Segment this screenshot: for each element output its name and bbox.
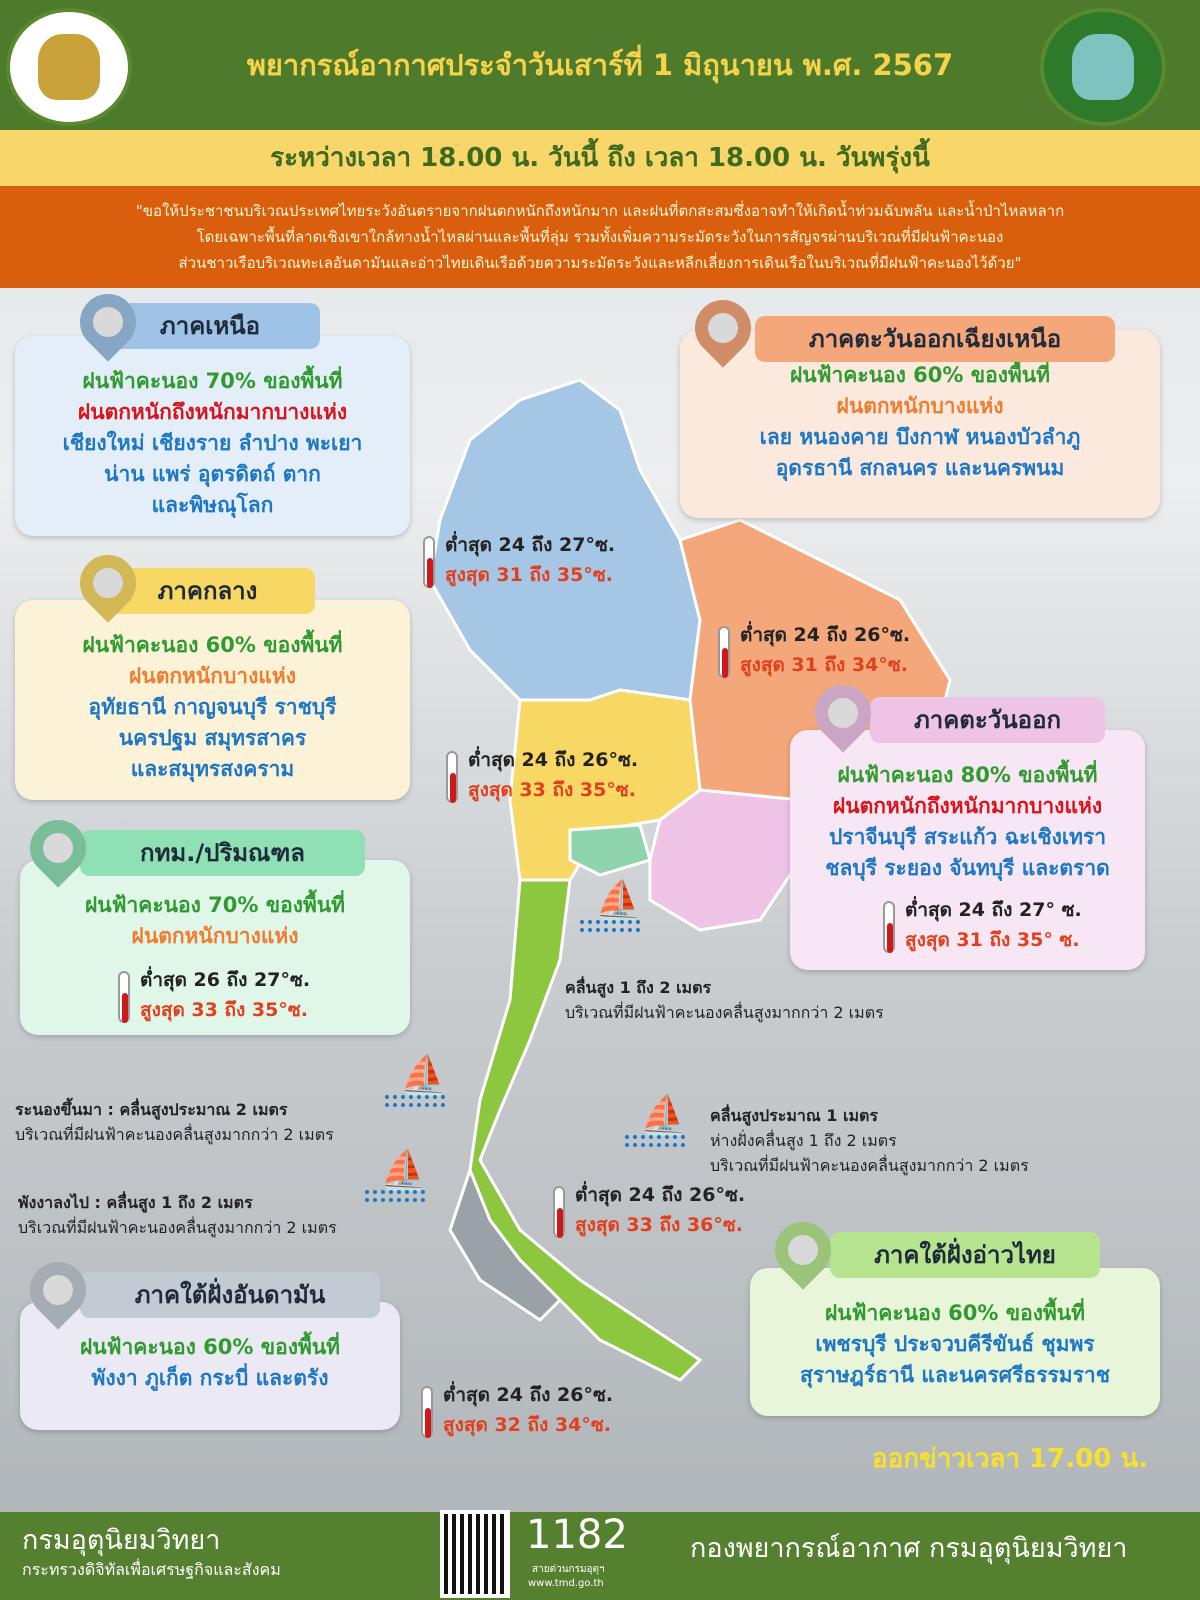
region-temperature [905, 895, 1082, 955]
ministry-logo [6, 8, 132, 126]
page-title: พยากรณ์อากาศประจำวันเสาร์ที่ 1 มิถุนายน พ.ศ. 2567 [246, 48, 954, 82]
bangkok-region [570, 825, 650, 875]
temp-low: ต่ำสุด 26 ถึง 27°ซ. [140, 969, 311, 991]
thermometer-icon [553, 1186, 565, 1238]
thermometer-icon [118, 971, 130, 1023]
wave-note: บริเวณที่มีฝนฟ้าคะนองคลื่นสูงมากกว่า 2 เมตร [15, 1125, 334, 1144]
temp-low: ต่ำสุด 24 ถึง 26°ซ. [443, 1384, 614, 1406]
footer-bar [0, 1512, 1200, 1600]
region-forecast-line: ชลบุรี ระยอง จันทบุรี และตราด [825, 856, 1110, 880]
region-card [20, 1302, 400, 1430]
thermometer-icon [718, 626, 730, 678]
region-title: ภาคกลาง [100, 568, 315, 614]
region-forecast-line: ปราจีนบุรี สระแก้ว ฉะเชิงเทรา [828, 825, 1107, 849]
region-forecast-line: ฝนตกหนักถึงหนักมากบางแห่ง [832, 794, 1103, 818]
region-forecast-line: เชียงใหม่ เชียงราย ลำปาง พะเยา [62, 431, 363, 455]
temp-high: สูงสุด 31 ถึง 35°ซ. [445, 564, 613, 586]
wave-height: พังงาลงไป : คลื่นสูง 1 ถึง 2 เมตร [18, 1193, 253, 1212]
wave-icon [580, 920, 640, 932]
region-title: กทม./ปริมณฑล [80, 830, 365, 876]
website-link[interactable]: www.tmd.go.th [528, 1578, 604, 1589]
warning-line: โดยเฉพาะพื้นที่ลาดเชิงเขาใกล้ทางน้ำไหลผ่านและพื้นที่ลุ่ม รวมทั้งเพิ่มความระมัดระวังในการสัญจรผ่านบริเวณที่มีฝนฟ้าคะนอง [196, 228, 1004, 246]
footer-org: กรมอุตุนิยมวิทยา [22, 1525, 221, 1556]
thermometer-icon [883, 901, 895, 953]
wave-height: คลื่นสูง 1 ถึง 2 เมตร [565, 978, 712, 997]
region-card [750, 1268, 1160, 1416]
region-forecast-line: พังงา ภูเก็ต กระบี่ และตรัง [91, 1366, 329, 1390]
region-title: ภาคตะวันออกเฉียงเหนือ [755, 316, 1115, 362]
region-forecast-line: สุราษฎร์ธานี และนครศรีธรรมราช [800, 1363, 1110, 1387]
region-forecast-line: อุดรธานี สกลนคร และนครพนม [775, 456, 1065, 480]
region-title: ภาคใต้ฝั่งอันดามัน [80, 1272, 380, 1318]
warning-line: ส่วนชาวเรือบริเวณทะเลอันดามันและอ่าวไทยเดินเรือด้วยความระมัดระวังและหลีกเลี่ยงการเดินเรือในบริเวณที่มีฝนฟ้าคะนองไว้ด้วย" [178, 254, 1022, 272]
region-title: ภาคเหนือ [100, 303, 320, 349]
region-forecast-line: ฝนฟ้าคะนอง 60% ของพื้นที่ [789, 363, 1051, 387]
region-forecast-line: ฝนฟ้าคะนอง 60% ของพื้นที่ [82, 633, 343, 657]
wave-icon [385, 1095, 445, 1107]
region-forecast-line: ฝนตกหนักบางแห่ง [131, 924, 299, 948]
boat-icon: ⛵ [640, 1093, 688, 1137]
wave-height: คลื่นสูงประมาณ 1 เมตร [710, 1106, 879, 1125]
temp-high: สูงสุด 32 ถึง 34°ซ. [443, 1414, 611, 1436]
temp-high: สูงสุด 31 ถึง 35° ซ. [905, 929, 1080, 951]
temp-low: ต่ำสุด 24 ถึง 27° ซ. [905, 899, 1082, 921]
region-forecast-line: ฝนฟ้าคะนอง 80% ของพื้นที่ [837, 763, 1098, 787]
forecast-period: ระหว่างเวลา 18.00 น. วันนี้ ถึง เวลา 18.00 น. วันพรุ่งนี้ [0, 130, 1200, 186]
region-forecast-line: น่าน แพร่ อุตรดิตถ์ ตาก [104, 462, 321, 486]
region-temperature [740, 620, 910, 680]
hotline-label: สายด่วนกรมอุตุฯ [532, 1564, 605, 1575]
temp-low: ต่ำสุด 24 ถึง 27°ซ. [445, 534, 616, 556]
boat-icon: ⛵ [400, 1053, 448, 1097]
region-title: ภาคใต้ฝั่งอ่าวไทย [830, 1232, 1100, 1278]
thermometer-icon [421, 1386, 433, 1438]
region-card [15, 600, 410, 800]
region-forecast-line: นครปฐม สมุทรสาคร [118, 726, 307, 750]
hotline-number: 1182 [526, 1512, 628, 1558]
region-temperature [575, 1180, 745, 1240]
wave-height: ระนองขึ้นมา : คลื่นสูงประมาณ 2 เมตร [15, 1100, 288, 1119]
sea-condition [15, 1097, 334, 1147]
temp-high: สูงสุด 33 ถึง 36°ซ. [575, 1214, 743, 1236]
temp-high: สูงสุด 31 ถึง 34°ซ. [740, 654, 908, 676]
warning-line: "ขอให้ประชาชนบริเวณประเทศไทยระวังอันตรายจากฝนตกหนักถึงหนักมาก และฝนที่ตกสะสมซึ่งอาจทำให้เกิดน้ำท่วมฉับพลัน และน้ำป่าไหลหลาก [135, 202, 1065, 220]
issued-time: ออกข่าวเวลา 17.00 น. [872, 1444, 1148, 1474]
temp-low: ต่ำสุด 24 ถึง 26°ซ. [575, 1184, 746, 1206]
wave-note: ห่างฝั่งคลื่นสูง 1 ถึง 2 เมตร [710, 1131, 897, 1150]
region-forecast-line: และพิษณุโลก [151, 493, 274, 517]
region-forecast-line: และสมุทรสงคราม [130, 757, 295, 781]
temp-high: สูงสุด 33 ถึง 35°ซ. [468, 779, 636, 801]
footer-division: กองพยากรณ์อากาศ กรมอุตุนิยมวิทยา [690, 1533, 1128, 1564]
region-temperature [468, 745, 638, 805]
temp-low: ต่ำสุด 24 ถึง 26°ซ. [468, 749, 639, 771]
tmd-logo [1040, 8, 1166, 126]
region-title: ภาคตะวันออก [870, 697, 1105, 743]
region-temperature [443, 1380, 613, 1440]
temp-low: ต่ำสุด 24 ถึง 26°ซ. [740, 624, 911, 646]
region-forecast-line: เลย หนองคาย บึงกาฬ หนองบัวลำภู [759, 425, 1081, 449]
sea-condition [18, 1190, 337, 1240]
warning-banner [0, 186, 1200, 288]
wave-icon [365, 1190, 425, 1202]
region-forecast-line: เพชรบุรี ประจวบคีรีขันธ์ ชุมพร [815, 1332, 1095, 1356]
region-forecast-line: ฝนฟ้าคะนอง 70% ของพื้นที่ [84, 893, 346, 917]
region-forecast-line: ฝนตกหนักบางแห่ง [129, 664, 296, 688]
region-forecast-line: ฝนตกหนักถึงหนักมากบางแห่ง [77, 400, 348, 424]
region-forecast-line: ฝนฟ้าคะนอง 60% ของพื้นที่ [824, 1301, 1086, 1325]
east-region [650, 790, 800, 930]
sea-condition [565, 975, 884, 1025]
footer-ministry: กระทรวงดิจิทัลเพื่อเศรษฐกิจและสังคม [22, 1560, 281, 1579]
boat-icon: ⛵ [380, 1148, 428, 1192]
region-card [15, 336, 410, 536]
thermometer-icon [446, 751, 458, 803]
region-temperature [445, 530, 615, 590]
wave-note: บริเวณที่มีฝนฟ้าคะนองคลื่นสูงมากกว่า 2 เมตร [710, 1156, 1029, 1175]
qr-code[interactable] [440, 1510, 510, 1598]
header-bar [0, 0, 1200, 130]
region-forecast-line: ฝนฟ้าคะนอง 70% ของพื้นที่ [82, 369, 343, 393]
region-forecast-line: ฝนตกหนักบางแห่ง [836, 394, 1004, 418]
thermometer-icon [423, 536, 435, 588]
wave-note: บริเวณที่มีฝนฟ้าคะนองคลื่นสูงมากกว่า 2 เมตร [18, 1218, 337, 1237]
south-andaman-region [450, 1170, 560, 1320]
wave-icon [625, 1135, 685, 1147]
temp-high: สูงสุด 33 ถึง 35°ซ. [140, 999, 308, 1021]
region-forecast-line: ฝนฟ้าคะนอง 60% ของพื้นที่ [79, 1335, 341, 1359]
sea-condition [710, 1103, 1029, 1178]
wave-note: บริเวณที่มีฝนฟ้าคะนองคลื่นสูงมากกว่า 2 เมตร [565, 1003, 884, 1022]
boat-icon: ⛵ [595, 878, 643, 922]
region-temperature [140, 965, 310, 1025]
region-forecast-line: อุทัยธานี กาญจนบุรี ราชบุรี [88, 695, 337, 719]
